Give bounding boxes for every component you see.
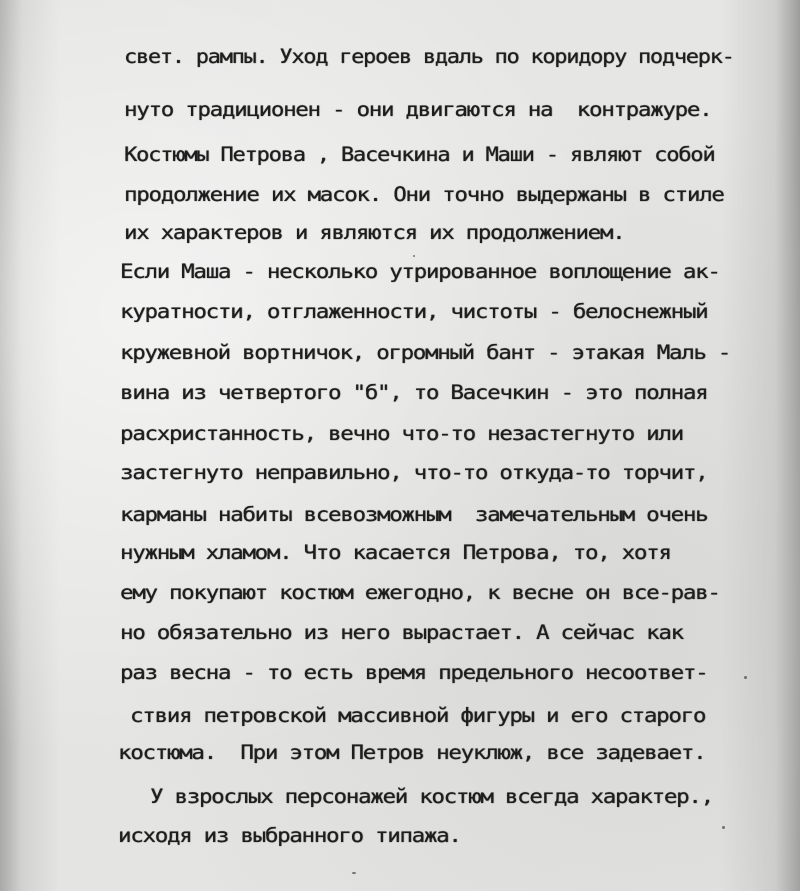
text-line-3: Костюмы Петрова , Васечкина и Маши - являют собой	[124, 143, 715, 166]
paper-speck	[413, 255, 415, 257]
text-line-13: нужным хламом. Что касается Петрова, то, хотя	[120, 541, 671, 564]
text-line-16: раз весна - то есть время предельного несоответ-	[120, 661, 708, 684]
text-line-20: исходя из выбранного типажа.	[118, 824, 461, 847]
text-line-2: нуто традиционен - они двигаются на контражуре.	[124, 98, 712, 121]
text-line-5: их характеров и являются их продолжением.	[124, 221, 625, 244]
text-line-1: свет. рампы. Уход героев вдаль по коридору подчерк-	[124, 45, 734, 68]
text-line-9: вина из четвертого "б", то Васечкин - это полная	[120, 381, 708, 404]
text-line-14: ему покупают костюм ежегодно, к весне он все-рав-	[120, 581, 720, 604]
text-line-10: расхристанность, вечно что-то незастегнуто или	[120, 422, 683, 445]
text-line-4: продолжение их масок. Они точно выдержаны в стиле	[124, 183, 724, 206]
text-line-11: застегнуто неправильно, что-то откуда-то торчит,	[120, 461, 708, 484]
text-line-18: костюма. При этом Петров неуклюж, все задевает.	[118, 741, 706, 764]
text-line-12: карманы набиты всевозможным замечательным очень	[120, 503, 708, 526]
text-line-15: но обязательно из него вырастает. А сейчас как	[120, 621, 683, 644]
paper-speck	[722, 826, 725, 829]
text-line-7: куратности, отглаженности, чистоты - белоснежный	[120, 300, 708, 323]
text-line-19: У взрослых персонажей костюм всегда характер.,	[150, 785, 713, 808]
paper-speck	[352, 872, 356, 874]
text-line-6: Если Маша - несколько утрированное воплощение ак-	[120, 260, 720, 283]
paper-speck	[744, 676, 747, 679]
text-line-8: кружевной вортничок, огромный бант - этакая Маль -	[120, 341, 730, 364]
text-line-17: ствия петровской массивной фигуры и его старого	[130, 704, 706, 727]
